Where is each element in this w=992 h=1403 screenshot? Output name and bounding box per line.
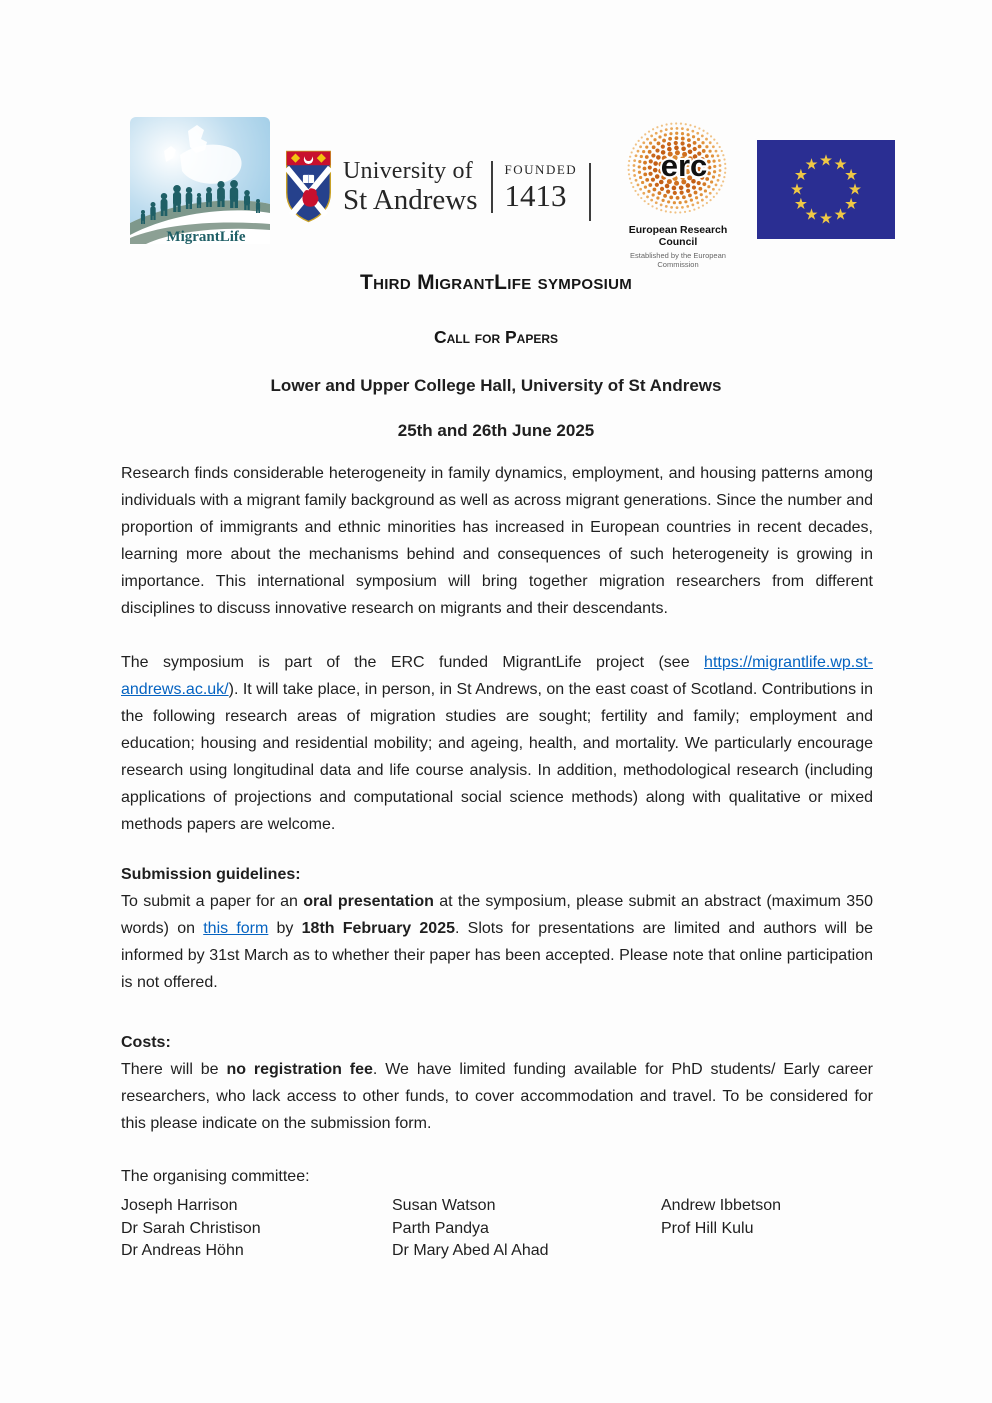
committee-member: Dr Sarah Christison xyxy=(121,1219,261,1237)
committee-member: Dr Mary Abed Al Ahad xyxy=(392,1242,549,1259)
submission-section xyxy=(121,861,873,996)
migrantlife-website-link[interactable]: https://migrantlife.wp.st-andrews.ac.uk/ xyxy=(121,654,873,698)
st-andrews-name-line2: St Andrews xyxy=(343,183,478,216)
venue-line: Lower and Upper College Hall, University of St Andrews xyxy=(270,376,722,395)
committee-grid xyxy=(121,1195,873,1263)
submission-paragraph xyxy=(121,888,873,996)
st-andrews-founded-year: 1413 xyxy=(504,178,567,213)
dates-line: 25th and 26th June 2025 xyxy=(397,421,595,440)
submission-text-4: . Slots for presentations are limited and authors will be informed by 31st March as to whether their paper has been accepted. Please note that online participation is not offered. xyxy=(121,920,874,991)
costs-paragraph xyxy=(121,1056,873,1137)
migrantlife-wordmark: MigrantLife xyxy=(166,229,246,244)
committee-column-2 xyxy=(392,1195,661,1263)
oral-presentation-bold: oral presentation xyxy=(303,893,434,910)
migrantlife-logo-icon xyxy=(130,117,270,244)
costs-text-1: There will be xyxy=(121,1061,227,1078)
st-andrews-divider-bar xyxy=(491,161,493,213)
submission-text-3: by xyxy=(268,920,302,937)
committee-member: Parth Pandya xyxy=(392,1219,489,1237)
committee-member: Dr Andreas Höhn xyxy=(121,1242,244,1259)
header-logo-row xyxy=(0,0,992,269)
call-for-papers-heading: Call for Papers xyxy=(433,327,559,347)
committee-member: Susan Watson xyxy=(392,1197,496,1214)
committee-member: Andrew Ibbetson xyxy=(661,1197,782,1214)
submission-form-link[interactable]: this form xyxy=(203,920,269,937)
st-andrews-name xyxy=(343,159,478,215)
intro-paragraph: Research finds considerable heterogeneity in family dynamics, employment, and housing patterns among individuals with a migrant family background as well as across migrant generations. Since the number and proportion of immigrants and ethnic minorities has increased in European countries in recent decades, learning more about the mechanisms behind and consequences of such heterogeneity is growing in importance. This international symposium will bring together migration researchers from different disciplines to discuss innovative research on migrants and their descendants. xyxy=(121,465,873,617)
submission-text-2: at the symposium, please submit an abstract (maximum 350 words) on xyxy=(121,893,874,937)
migrantlife-logo xyxy=(130,117,270,249)
st-andrews-logo xyxy=(285,150,591,223)
submission-heading: Submission guidelines: xyxy=(121,866,301,883)
committee-column-3 xyxy=(661,1195,873,1263)
submission-text-1: To submit a paper for an xyxy=(121,893,304,910)
committee-member: Prof Hill Kulu xyxy=(661,1219,754,1237)
costs-text-2: . We have limited funding available for PhD students/ Early career researchers, who lack access to other funds, to cover accommodation and travel. To be considered for this please indicate on the submission form. xyxy=(121,1061,874,1132)
costs-section xyxy=(121,1029,873,1137)
st-andrews-shield-icon xyxy=(285,150,332,223)
deadline-bold: 18th February 2025 xyxy=(301,920,456,937)
project-text-before-link: The symposium is part of the ERC funded MigrantLife project (see xyxy=(121,654,705,671)
erc-name: European Research Council xyxy=(628,224,728,248)
committee-section xyxy=(121,1164,873,1263)
costs-heading: Costs: xyxy=(121,1034,171,1051)
erc-tagline: Established by the European Commission xyxy=(630,251,726,269)
eu-flag xyxy=(757,140,895,244)
committee-member: Joseph Harrison xyxy=(121,1197,238,1214)
erc-acronym: erc xyxy=(660,148,708,183)
erc-logo-icon xyxy=(610,116,746,216)
committee-column-1 xyxy=(121,1195,392,1263)
project-text-after-link: ). It will take place, in person, in St Andrews, on the east coast of Scotland. Contributions in the following research areas of migration studies are sought; fertility and family; employment and education; housing and residential mobility; and ageing, health, and mortality. We particularly encourage research using longitudinal data and life course analysis. In addition, methodological research (including applications of projections and computational social science methods) along with qualitative or mixed methods papers are welcome. xyxy=(121,681,873,833)
document-body xyxy=(0,460,992,1263)
erc-logo xyxy=(610,116,746,269)
st-andrews-name-line1: University of xyxy=(343,157,473,184)
st-andrews-divider-bar-2 xyxy=(589,163,591,221)
no-registration-fee-bold: no registration fee xyxy=(226,1061,373,1078)
st-andrews-founded-label: FOUNDED xyxy=(504,162,578,177)
project-paragraph xyxy=(121,649,873,838)
st-andrews-founded xyxy=(505,162,578,211)
page-title: Third MigrantLife symposium xyxy=(359,271,633,294)
eu-flag-icon xyxy=(757,140,895,239)
committee-heading: The organising committee: xyxy=(121,1168,310,1185)
